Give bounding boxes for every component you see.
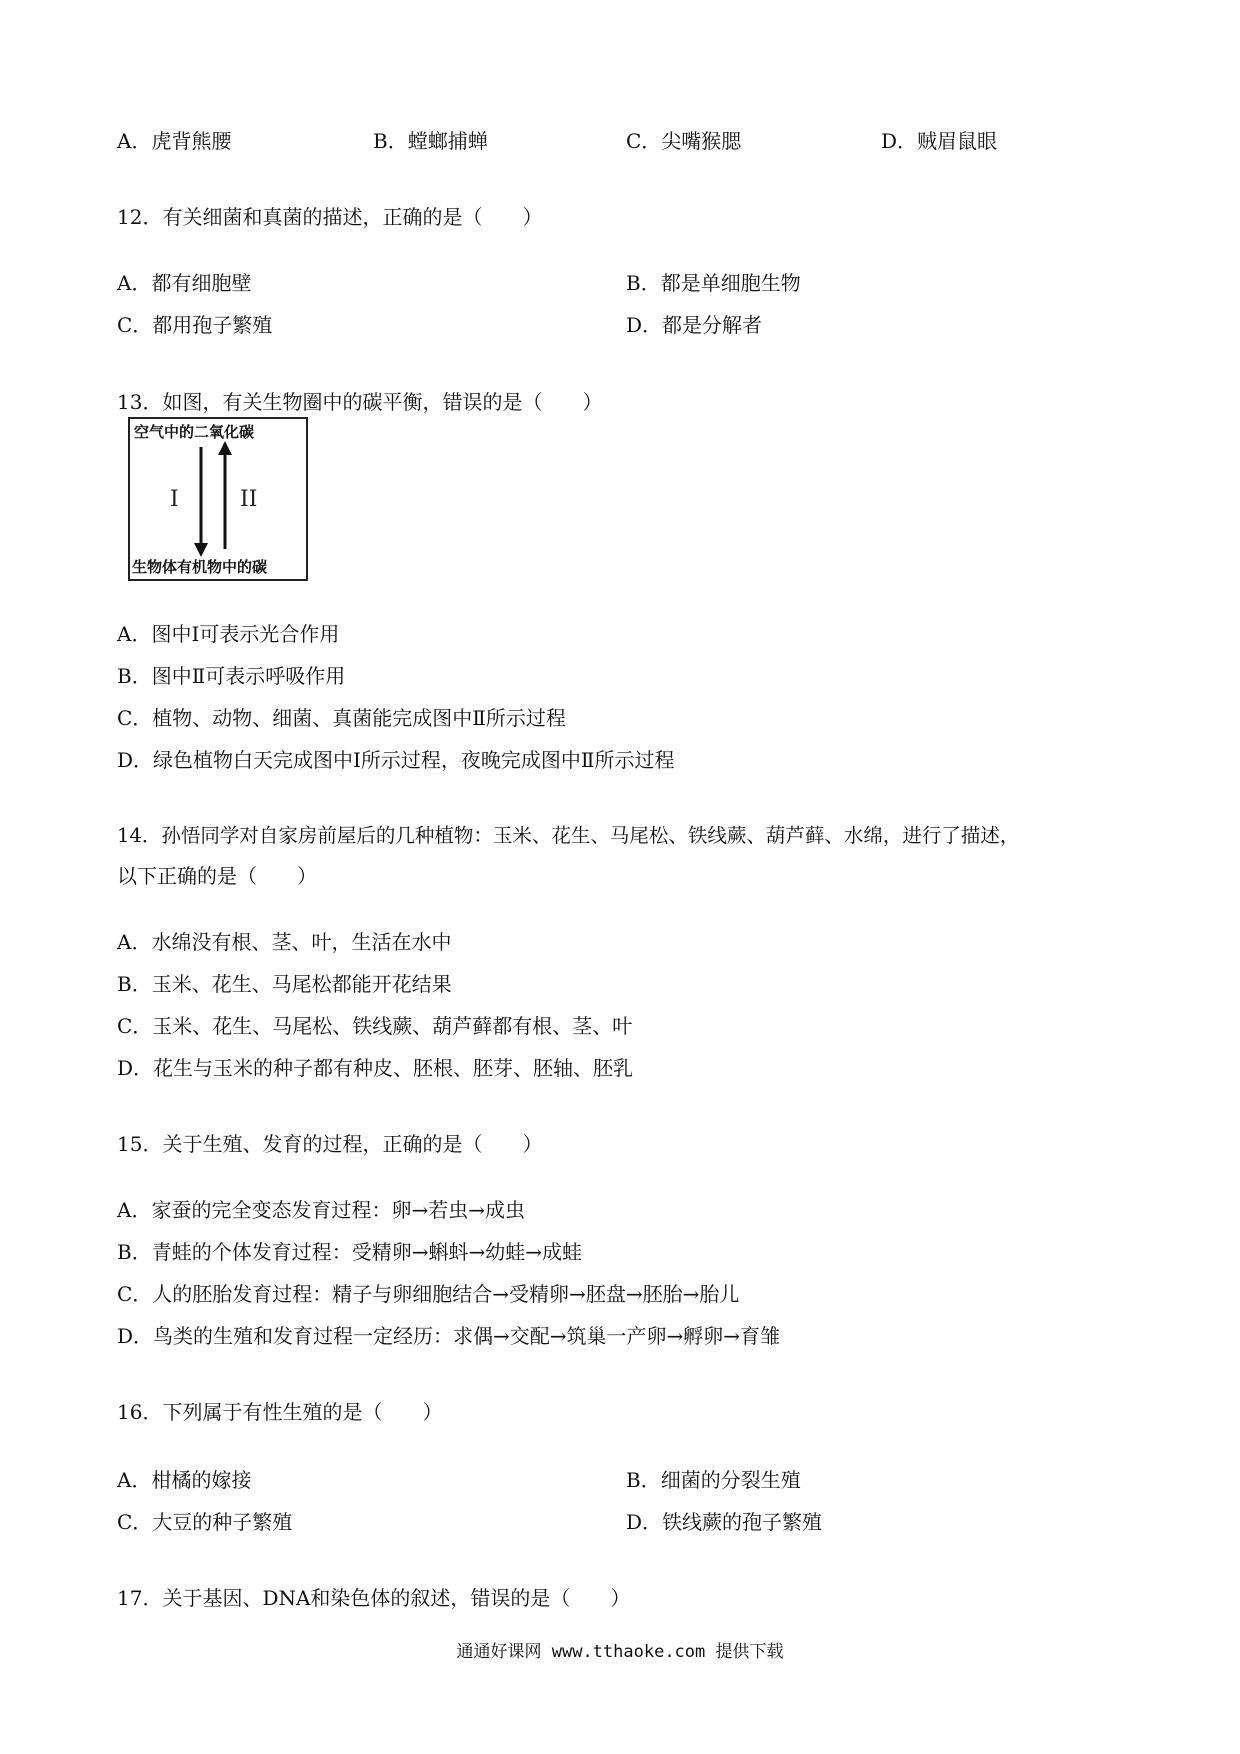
q13-option-a: A．图中Ⅰ可表示光合作用 xyxy=(117,622,340,646)
q12-stem: 12．有关细菌和真菌的描述，正确的是（ ） xyxy=(117,205,543,229)
page-footer: 通通好课网 www.tthaoke.com 提供下载 xyxy=(456,1642,784,1662)
q11-option-d: D．贼眉鼠眼 xyxy=(881,129,998,153)
q14-stem-line1: 14．孙悟同学对自家房前屋后的几种植物：玉米、花生、马尾松、铁线蕨、葫芦藓、水绵，进行了描述， xyxy=(117,824,1020,847)
diagram-roman-i: I xyxy=(170,487,179,512)
q16-option-b: B．细菌的分裂生殖 xyxy=(626,1468,801,1492)
q15-stem: 15．关于生殖、发育的过程，正确的是（ ） xyxy=(117,1132,543,1156)
q13-stem: 13．如图，有关生物圈中的碳平衡，错误的是（ ） xyxy=(117,390,603,414)
q14-option-d: D．花生与玉米的种子都有种皮、胚根、胚芽、胚轴、胚乳 xyxy=(117,1056,634,1080)
diagram-arrows xyxy=(130,419,306,579)
q12-option-a: A．都有细胞壁 xyxy=(117,271,252,295)
diagram-top-label: 空气中的二氧化碳 xyxy=(134,423,255,441)
diagram-roman-ii: II xyxy=(240,487,258,512)
q11-option-b: B．螳螂捕蝉 xyxy=(373,129,488,153)
q13-option-d: D．绿色植物白天完成图中Ⅰ所示过程，夜晚完成图中Ⅱ所示过程 xyxy=(117,748,675,772)
q16-stem: 16．下列属于有性生殖的是（ ） xyxy=(117,1400,443,1424)
q11-option-a: A．虎背熊腰 xyxy=(117,129,232,153)
q11-option-c: C．尖嘴猴腮 xyxy=(626,129,742,153)
q15-option-a: A．家蚕的完全变态发育过程：卵→若虫→成虫 xyxy=(117,1198,525,1222)
q14-stem-line2: 以下正确的是（ ） xyxy=(117,864,317,888)
q15-option-c: C．人的胚胎发育过程：精子与卵细胞结合→受精卵→胚盘→胚胎→胎儿 xyxy=(117,1282,740,1306)
q14-option-b: B．玉米、花生、马尾松都能开花结果 xyxy=(117,972,452,996)
q14-option-c: C．玉米、花生、马尾松、铁线蕨、葫芦藓都有根、茎、叶 xyxy=(117,1014,633,1038)
q17-stem: 17．关于基因、DNA和染色体的叙述，错误的是（ ） xyxy=(117,1586,631,1610)
q13-option-b: B．图中Ⅱ可表示呼吸作用 xyxy=(117,664,346,688)
diagram-bottom-label: 生物体有机物中的碳 xyxy=(132,558,268,576)
q12-option-c: C．都用孢子繁殖 xyxy=(117,313,273,337)
q14-option-a: A．水绵没有根、茎、叶，生活在水中 xyxy=(117,930,452,954)
arrow-down-head xyxy=(194,543,208,557)
q13-option-c: C．植物、动物、细菌、真菌能完成图中Ⅱ所示过程 xyxy=(117,706,566,730)
q15-option-d: D．鸟类的生殖和发育过程一定经历：求偶→交配→筑巢一产卵→孵卵→育雏 xyxy=(117,1324,781,1348)
arrow-up-head xyxy=(218,441,232,455)
q12-option-d: D．都是分解者 xyxy=(626,313,763,337)
q16-option-d: D．铁线蕨的孢子繁殖 xyxy=(626,1510,823,1534)
q12-option-b: B．都是单细胞生物 xyxy=(626,271,801,295)
q16-option-c: C．大豆的种子繁殖 xyxy=(117,1510,293,1534)
q15-option-b: B．青蛙的个体发育过程：受精卵→蝌蚪→幼蛙→成蛙 xyxy=(117,1240,582,1264)
carbon-cycle-diagram xyxy=(128,417,308,581)
q16-option-a: A．柑橘的嫁接 xyxy=(117,1468,252,1492)
